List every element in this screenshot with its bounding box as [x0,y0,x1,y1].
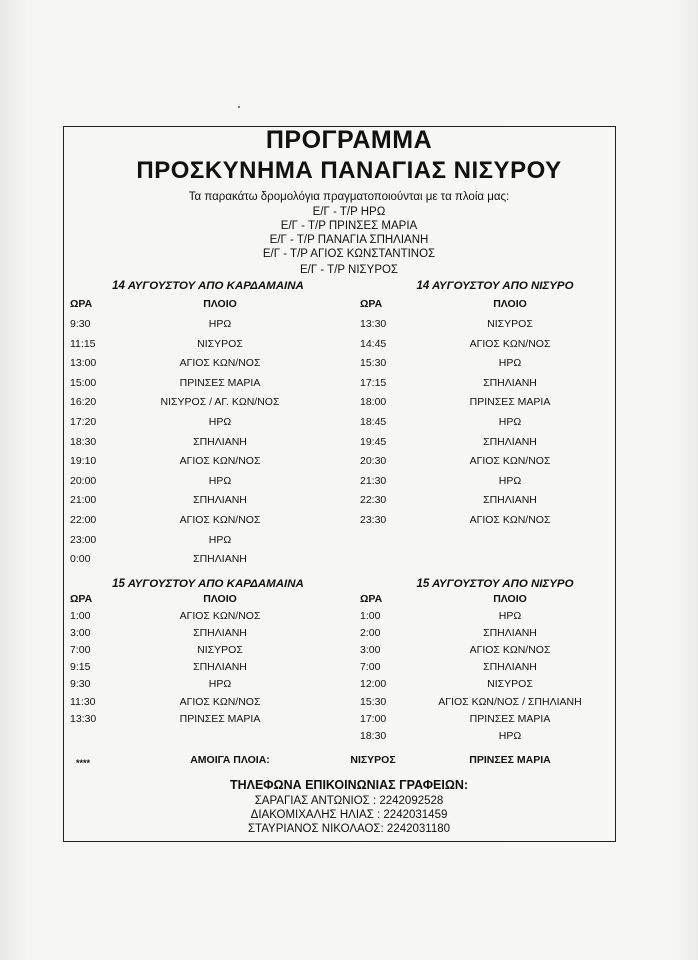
departure-time: 18:00 [360,396,387,408]
ship-name: ΣΠΗΛΙΑΝΗ [193,661,247,673]
column-header-ship: ΠΛΟΙΟ [203,298,237,310]
column-header-time: ΩΡΑ [70,298,93,310]
departure-time: 12:00 [360,678,387,690]
departure-time: 19:10 [70,455,97,467]
departure-time: 3:00 [360,644,381,656]
column-header-ship: ΠΛΟΙΟ [493,298,527,310]
section-title: 14 ΑΥΓΟΥΣΤΟΥ ΑΠΟ ΚΑΡΔΑΜΑΙΝΑ [112,280,304,292]
ship-name: ΠΡΙΝΣΕΣ ΜΑΡΙΑ [469,396,551,408]
departure-time: 15:00 [70,377,97,389]
departure-time: 17:15 [360,377,387,389]
departure-time: 9:15 [70,661,91,673]
idle-ships-label: ΑΜΟΙΓΑ ΠΛΟΙΑ: [190,754,270,766]
ship-list-item: Ε/Γ - Τ/Ρ ΠΡΙΝΣΕΣ ΜΑΡΙΑ [280,220,418,232]
ship-name: ΗΡΩ [208,678,232,690]
departure-time: 13:00 [70,357,97,369]
ship-name: ΗΡΩ [498,416,522,428]
ship-name: ΗΡΩ [208,416,232,428]
contact-line: ΔΙΑΚΟΜΙΧΑΛΗΣ ΗΛΙΑΣ : 2242031459 [250,809,448,821]
ship-name: ΗΡΩ [208,475,232,487]
column-header-time: ΩΡΑ [360,593,383,605]
departure-time: 18:45 [360,416,387,428]
ship-name: ΣΠΗΛΙΑΝΗ [483,377,537,389]
ship-name: ΗΡΩ [498,357,522,369]
departure-time: 20:30 [360,455,387,467]
note-marker: **** [76,758,91,768]
ship-name: ΑΓΙΟΣ ΚΩΝ/ΝΟΣ [179,696,261,708]
idle-ship-1: ΝΙΣΥΡΟΣ [350,754,396,766]
ship-name: ΣΠΗΛΙΑΝΗ [483,494,537,506]
ship-name: ΑΓΙΟΣ ΚΩΝ/ΝΟΣ [469,455,551,467]
column-header-ship: ΠΛΟΙΟ [493,593,527,605]
ship-name: ΝΙΣΥΡΟΣ [197,338,243,350]
departure-time: 1:00 [360,610,381,622]
departure-time: 9:30 [70,678,91,690]
section-title: 15 ΑΥΓΟΥΣΤΟΥ ΑΠΟ ΝΙΣΥΡΟ [416,578,574,590]
ship-name: ΣΠΗΛΙΑΝΗ [483,661,537,673]
ship-name: ΣΠΗΛΙΑΝΗ [483,627,537,639]
idle-ship-2: ΠΡΙΝΣΕΣ ΜΑΡΙΑ [469,754,551,766]
departure-time: 17:20 [70,416,97,428]
ship-name: ΣΠΗΛΙΑΝΗ [483,436,537,448]
departure-time: 13:30 [360,318,387,330]
intro-text: Τα παρακάτω δρομολόγια πραγματοποιούνται με τα πλοία μας: [188,191,510,203]
column-header-time: ΩΡΑ [70,593,93,605]
ship-name: ΑΓΙΟΣ ΚΩΝ/ΝΟΣ [179,610,261,622]
departure-time: 21:00 [70,494,97,506]
ship-name: ΣΠΗΛΙΑΝΗ [193,494,247,506]
ship-name: ΣΠΗΛΙΑΝΗ [193,436,247,448]
departure-time: 14:45 [360,338,387,350]
ship-name: ΑΓΙΟΣ ΚΩΝ/ΝΟΣ [469,514,551,526]
departure-time: 16:20 [70,396,97,408]
departure-time: 2:00 [360,627,381,639]
ship-name: ΠΡΙΝΣΕΣ ΜΑΡΙΑ [469,713,551,725]
departure-time: 18:30 [70,436,97,448]
ship-name: ΑΓΙΟΣ ΚΩΝ/ΝΟΣ / ΣΠΗΛΙΑΝΗ [438,696,582,708]
ship-name: ΣΠΗΛΙΑΝΗ [193,553,247,565]
departure-time: 19:45 [360,436,387,448]
departure-time: 22:30 [360,494,387,506]
ship-name: ΗΡΩ [208,318,232,330]
departure-time: 22:00 [70,514,97,526]
departure-time: 1:00 [70,610,91,622]
ship-name: ΠΡΙΝΣΕΣ ΜΑΡΙΑ [179,377,261,389]
departure-time: 3:00 [70,627,91,639]
ship-name: ΠΡΙΝΣΕΣ ΜΑΡΙΑ [179,713,261,725]
contacts-title: ΤΗΛΕΦΩΝΑ ΕΠΙΚΟΙΝΩΝΙΑΣ ΓΡΑΦΕΙΩΝ: [229,778,469,792]
departure-time: 21:30 [360,475,387,487]
departure-time: 18:30 [360,730,387,742]
departure-time: 11:30 [70,696,96,708]
ship-name: ΗΡΩ [498,475,522,487]
section-title: 15 ΑΥΓΟΥΣΤΟΥ ΑΠΟ ΚΑΡΔΑΜΑΙΝΑ [112,578,304,590]
departure-time: 9:30 [70,318,91,330]
ship-name: ΗΡΩ [208,534,232,546]
departure-time: 15:30 [360,696,387,708]
departure-time: 20:00 [70,475,97,487]
ship-list-item: Ε/Γ - Τ/Ρ ΠΑΝΑΓΙΑ ΣΠΗΛΙΑΝΗ [269,234,429,246]
contact-line: ΣΑΡΑΓΙΑΣ ΑΝΤΩΝΙΟΣ : 2242092528 [254,795,444,807]
departure-time: 7:00 [360,661,381,673]
paper-speck [238,106,240,108]
ship-name: ΑΓΙΟΣ ΚΩΝ/ΝΟΣ [179,455,261,467]
departure-time: 17:00 [360,713,387,725]
document-title: ΠΡΟΓΡΑΜΜΑ [265,126,433,154]
ship-list-item: Ε/Γ - Τ/Ρ ΑΓΙΟΣ ΚΩΝΣΤΑΝΤΙΝΟΣ [262,248,436,260]
ship-name: ΑΓΙΟΣ ΚΩΝ/ΝΟΣ [469,644,551,656]
departure-time: 23:30 [360,514,387,526]
ship-list-item: Ε/Γ - Τ/Ρ ΗΡΩ [312,206,386,218]
ship-list-item: Ε/Γ - Τ/Ρ ΝΙΣΥΡΟΣ [299,264,399,276]
departure-time: 0:00 [70,553,91,565]
departure-time: 7:00 [70,644,91,656]
ship-name: ΝΙΣΥΡΟΣ [487,318,533,330]
ship-name: ΑΓΙΟΣ ΚΩΝ/ΝΟΣ [469,338,551,350]
contact-line: ΣΤΑΥΡΙΑΝΟΣ ΝΙΚΟΛΑΟΣ: 2242031180 [247,823,451,835]
ship-name: ΗΡΩ [498,730,522,742]
ship-name: ΣΠΗΛΙΑΝΗ [193,627,247,639]
ship-name: ΑΓΙΟΣ ΚΩΝ/ΝΟΣ [179,357,261,369]
column-header-ship: ΠΛΟΙΟ [203,593,237,605]
departure-time: 23:00 [70,534,97,546]
ship-name: ΝΙΣΥΡΟΣ [197,644,243,656]
section-title: 14 ΑΥΓΟΥΣΤΟΥ ΑΠΟ ΝΙΣΥΡΟ [416,280,574,292]
ship-name: ΗΡΩ [498,610,522,622]
ship-name: ΝΙΣΥΡΟΣ [487,678,533,690]
column-header-time: ΩΡΑ [360,298,383,310]
departure-time: 11:15 [70,338,96,350]
document-subtitle: ΠΡΟΣΚΥΝΗΜΑ ΠΑΝΑΓΙΑΣ ΝΙΣΥΡΟΥ [136,157,562,184]
departure-time: 15:30 [360,357,387,369]
ship-name: ΝΙΣΥΡΟΣ / ΑΓ. ΚΩΝ/ΝΟΣ [160,396,280,408]
departure-time: 13:30 [70,713,97,725]
ship-name: ΑΓΙΟΣ ΚΩΝ/ΝΟΣ [179,514,261,526]
